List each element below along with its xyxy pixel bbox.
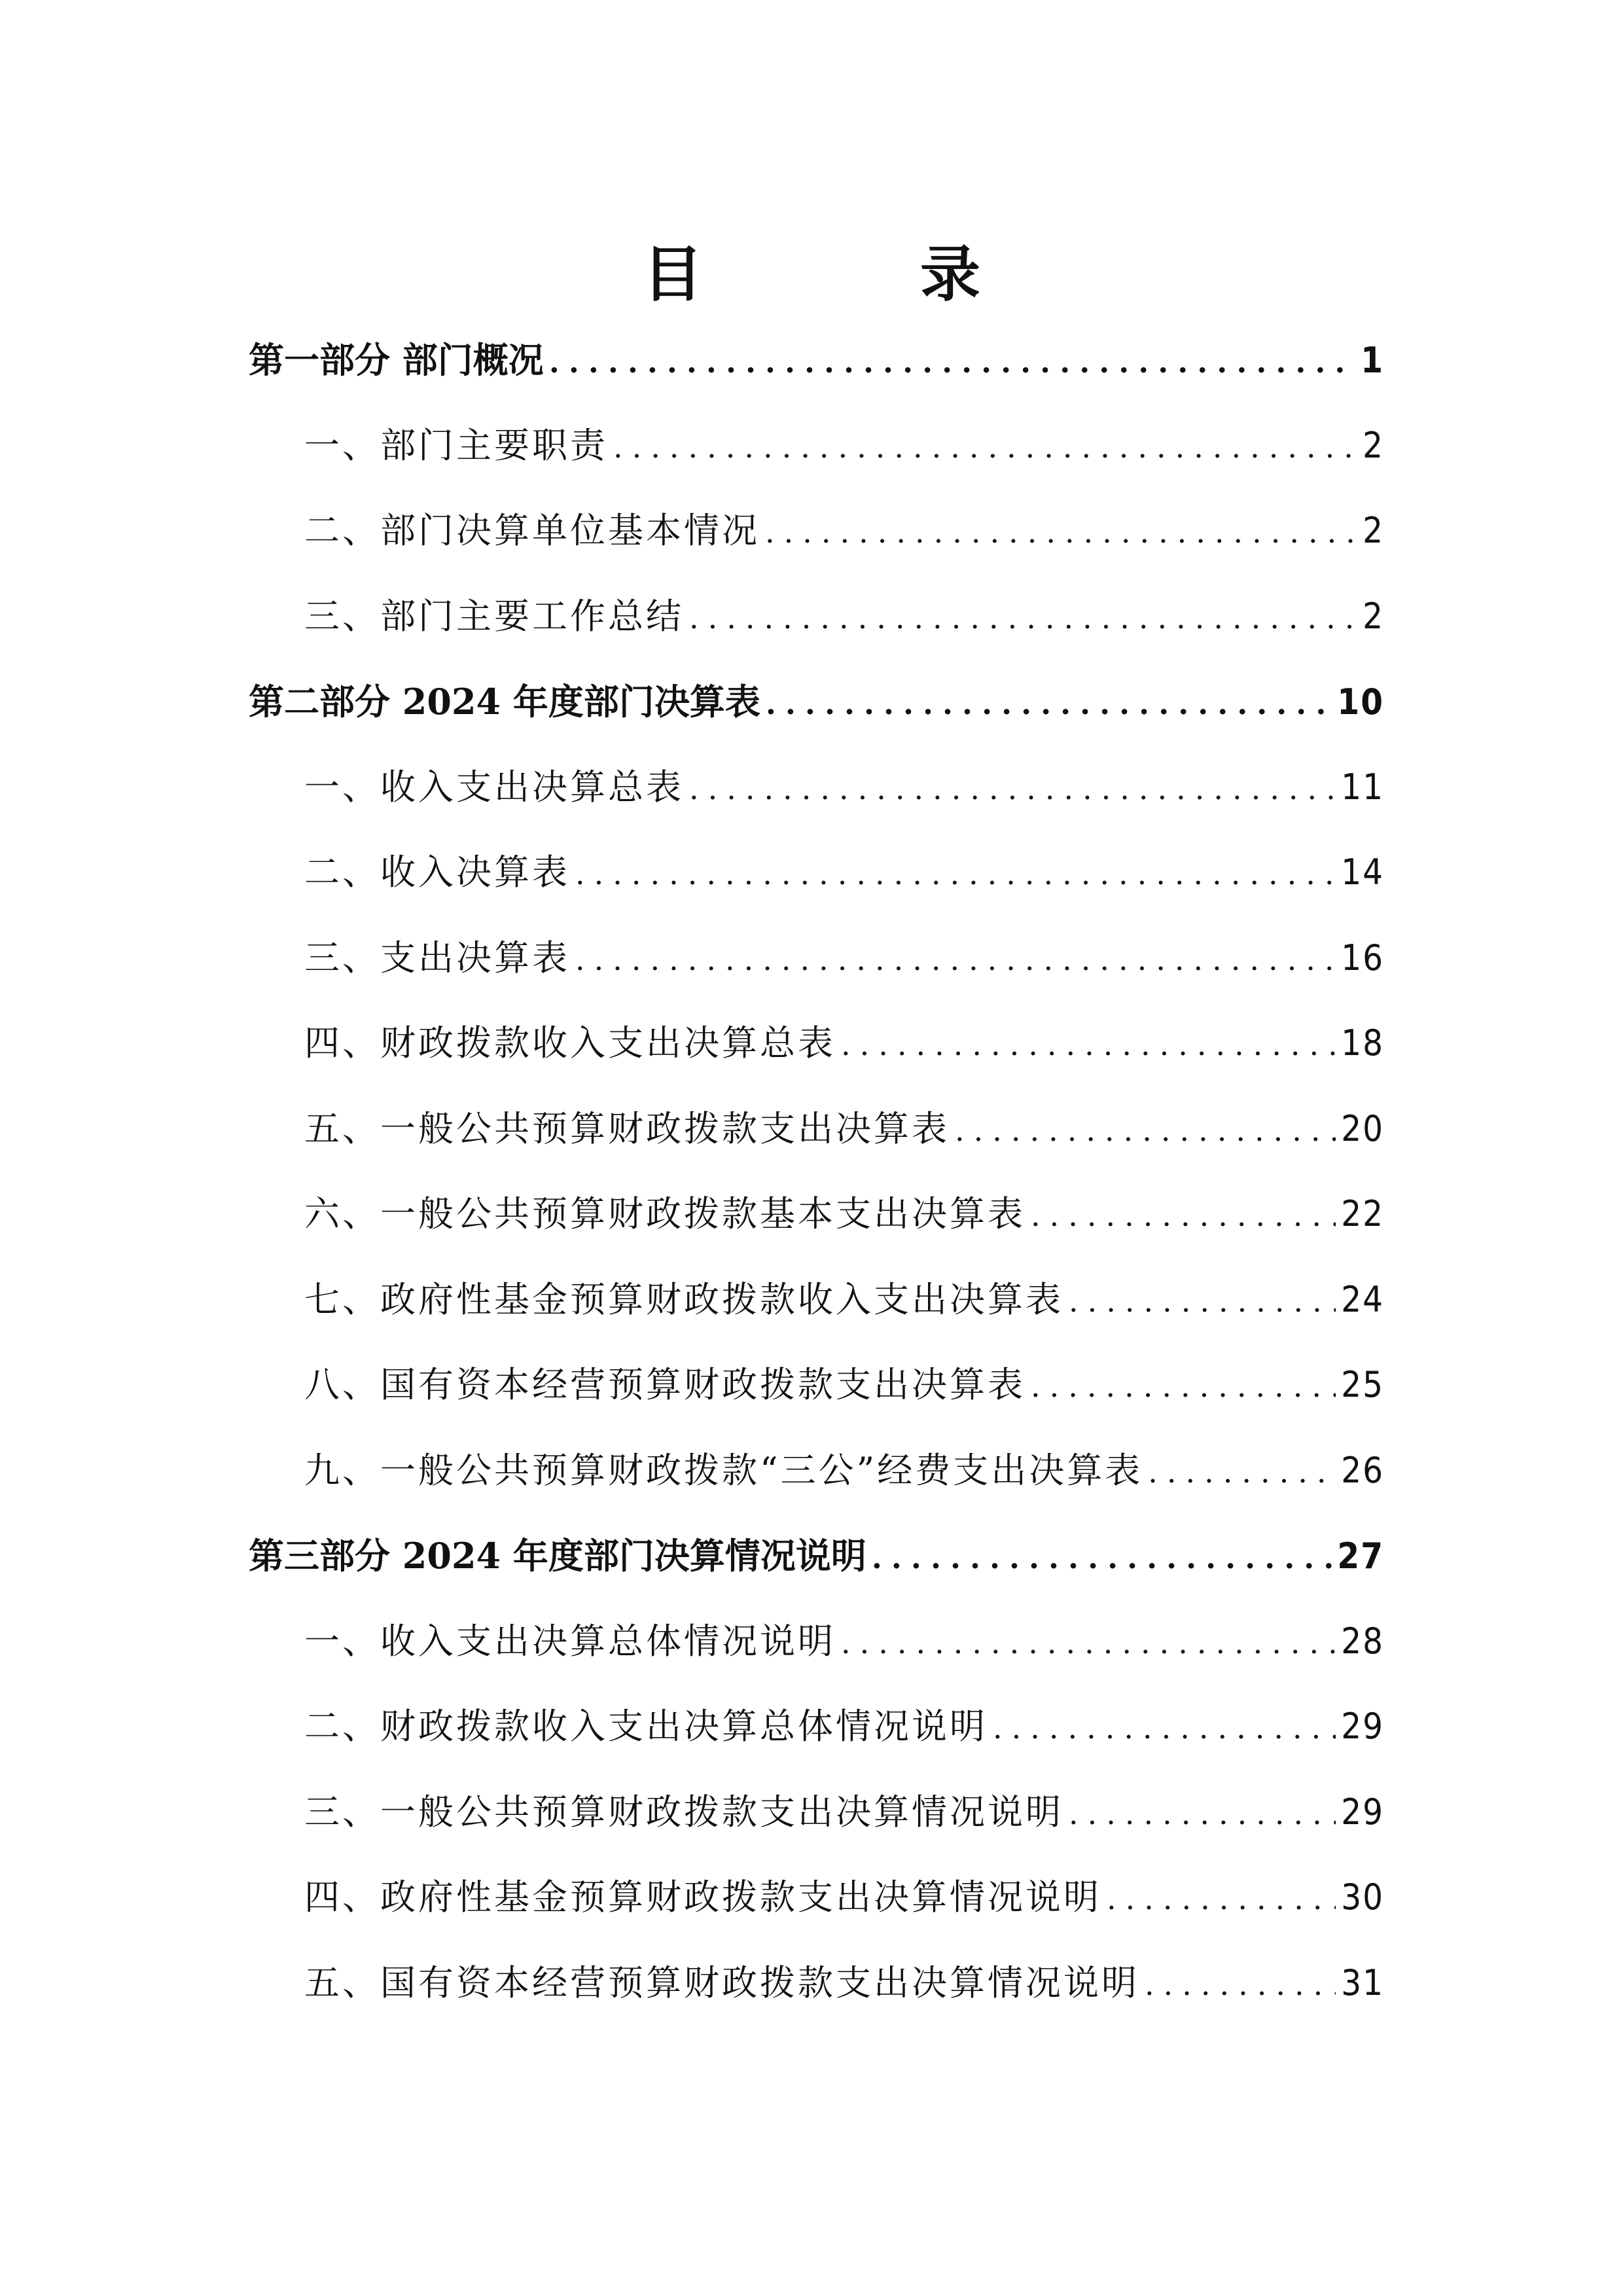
toc-leader-dots (1145, 1952, 1336, 2017)
toc-entry-page: 30 (1341, 1876, 1384, 1918)
toc-leader-dots (1031, 1183, 1336, 1248)
toc-entry[interactable] (249, 584, 1384, 670)
toc-entry-page: 18 (1341, 1022, 1384, 1064)
toc-entry-label: 五、国有资本经营预算财政拨款支出决算情况说明 (304, 1962, 1139, 2003)
toc-entry-label: 三、部门主要工作总结 (304, 595, 684, 637)
toc-leader-dots (575, 927, 1336, 992)
toc-leader-dots (872, 1525, 1332, 1590)
toc-leader-dots (1031, 1354, 1336, 1419)
toc-entry-page: 10 (1337, 681, 1384, 723)
toc-entry[interactable] (249, 1267, 1384, 1353)
toc-entry[interactable] (249, 840, 1384, 925)
toc-entry-label: 四、财政拨款收入支出决算总表 (304, 1022, 836, 1064)
toc-leader-dots (613, 414, 1357, 480)
toc-entry-label: 第二部分 2024 年度部门决算表 (249, 681, 760, 723)
toc-entry[interactable] (249, 1694, 1384, 1780)
toc-entry-page: 26 (1341, 1449, 1384, 1491)
toc-entry-page: 14 (1341, 852, 1384, 893)
toc-entry-label: 六、一般公共预算财政拨款基本支出决算表 (304, 1193, 1026, 1234)
toc-entry[interactable] (249, 669, 1384, 755)
toc-entry-page: 27 (1337, 1535, 1384, 1577)
toc-entry-page: 29 (1341, 1706, 1384, 1747)
toc-entry-page: 20 (1341, 1107, 1384, 1149)
toc-entry[interactable] (249, 1523, 1384, 1609)
toc-entry-label: 第一部分 部门概况 (249, 339, 544, 381)
toc-entry-page: 28 (1341, 1620, 1384, 1662)
toc-entry[interactable] (249, 1096, 1384, 1182)
toc-entry[interactable] (249, 413, 1384, 499)
toc-entry[interactable] (249, 1865, 1384, 1950)
toc-entry[interactable] (249, 1011, 1384, 1096)
toc-entry-page: 24 (1341, 1278, 1384, 1320)
toc-entry[interactable] (249, 1438, 1384, 1524)
toc-entry-page: 22 (1341, 1193, 1384, 1234)
toc-entry-label: 第三部分 2024 年度部门决算情况说明 (249, 1535, 866, 1577)
toc-entry-label: 二、财政拨款收入支出决算总体情况说明 (304, 1706, 988, 1747)
toc-entry-label: 一、部门主要职责 (304, 424, 608, 466)
toc-entry[interactable] (249, 925, 1384, 1011)
toc-leader-dots (549, 329, 1355, 395)
toc-leader-dots (575, 841, 1336, 906)
toc-entry-label: 三、支出决算表 (304, 937, 570, 978)
table-of-contents (249, 327, 1384, 2036)
toc-leader-dots (993, 1695, 1336, 1761)
toc-leader-dots (1107, 1866, 1336, 1931)
toc-entry-page: 2 (1363, 510, 1384, 551)
toc-entry-page: 1 (1361, 340, 1384, 381)
toc-entry-label: 七、政府性基金预算财政拨款收入支出决算表 (304, 1278, 1063, 1320)
toc-entry[interactable] (249, 1181, 1384, 1267)
toc-leader-dots (689, 756, 1336, 821)
toc-entry[interactable] (249, 498, 1384, 584)
toc-entry-page: 29 (1341, 1791, 1384, 1833)
toc-entry-label: 八、国有资本经营预算财政拨款支出决算表 (304, 1364, 1026, 1405)
toc-entry-label: 一、收入支出决算总体情况说明 (304, 1620, 836, 1662)
toc-entry[interactable] (249, 1780, 1384, 1865)
toc-entry[interactable] (249, 1352, 1384, 1438)
toc-entry[interactable] (249, 1609, 1384, 1695)
toc-entry[interactable] (249, 327, 1384, 413)
toc-entry-label: 二、收入决算表 (304, 852, 570, 893)
toc-leader-dots (1069, 1268, 1336, 1334)
page-title: 目 录 (642, 240, 1059, 310)
toc-entry[interactable] (249, 755, 1384, 840)
toc-entry-label: 九、一般公共预算财政拨款“三公”经费支出决算表 (304, 1449, 1143, 1491)
toc-entry-page: 25 (1341, 1364, 1384, 1405)
toc-entry-label: 五、一般公共预算财政拨款支出决算表 (304, 1107, 950, 1149)
toc-leader-dots (689, 585, 1357, 651)
toc-entry-page: 2 (1363, 424, 1384, 466)
toc-entry-label: 二、部门决算单位基本情况 (304, 510, 760, 551)
toc-entry[interactable] (249, 1950, 1384, 2036)
toc-leader-dots (841, 1012, 1336, 1077)
toc-leader-dots (1069, 1781, 1336, 1846)
toc-entry-page: 31 (1341, 1962, 1384, 2003)
toc-leader-dots (766, 671, 1332, 736)
toc-entry-page: 11 (1341, 766, 1384, 808)
toc-entry-label: 一、收入支出决算总表 (304, 766, 684, 808)
toc-entry-label: 四、政府性基金预算财政拨款支出决算情况说明 (304, 1876, 1101, 1918)
toc-leader-dots (841, 1610, 1336, 1676)
toc-leader-dots (1148, 1439, 1336, 1505)
toc-leader-dots (765, 499, 1357, 565)
toc-entry-page: 2 (1363, 595, 1384, 637)
toc-entry-page: 16 (1341, 937, 1384, 978)
toc-entry-label: 三、一般公共预算财政拨款支出决算情况说明 (304, 1791, 1063, 1833)
toc-leader-dots (955, 1098, 1336, 1163)
